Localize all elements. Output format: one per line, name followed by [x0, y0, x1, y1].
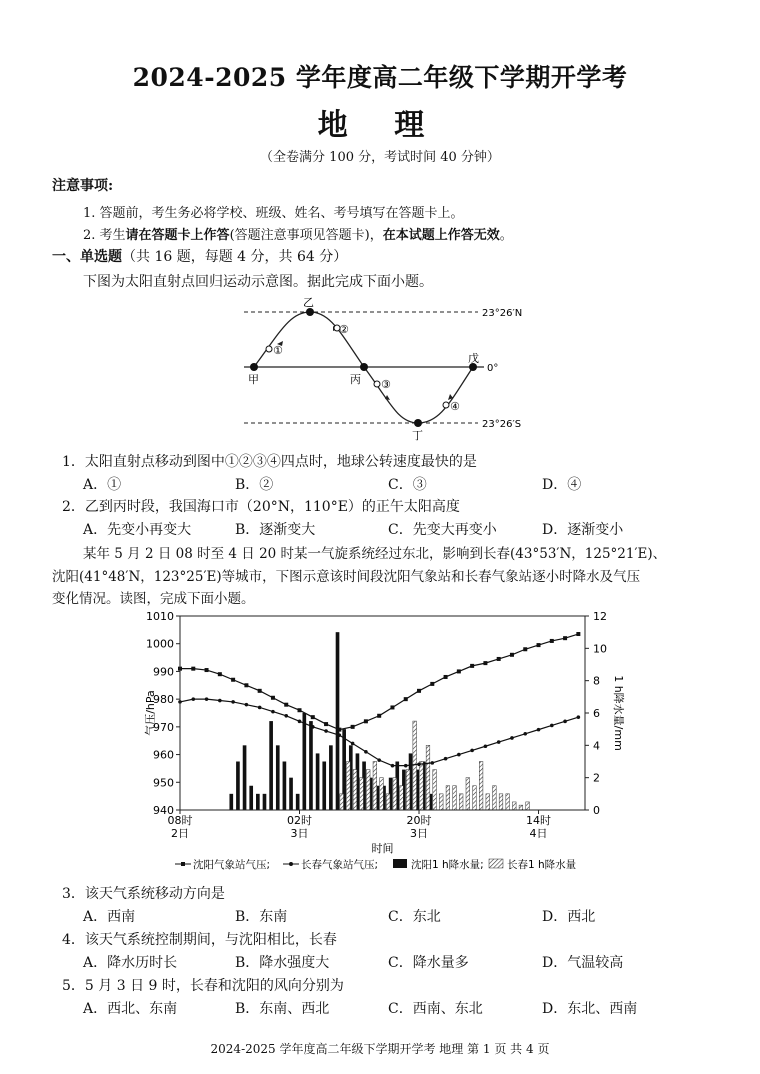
point-yi-label: 乙 [303, 296, 314, 309]
y-axis-label: 气压/hPa [144, 690, 157, 736]
changchun-precip-bars [340, 721, 530, 810]
q3-option-a: A．西南 [83, 909, 136, 925]
changchun-precip-bar [512, 802, 516, 810]
shenyang-precip-bar [316, 753, 320, 810]
y2-tick-label: 4 [593, 739, 600, 753]
x-axis-label: 时间 [371, 842, 394, 855]
q1-stem: 1．太阳直射点移动到图中①②③④四点时，地球公转速度最快的是 [62, 454, 477, 470]
bottom-latitude-label: 23°26′S [482, 419, 522, 430]
y2-tick-label: 0 [593, 804, 600, 817]
notice-item-2-end: 。 [499, 228, 513, 243]
shenyang-precip-bar [249, 786, 253, 810]
changchun-pressure-point [523, 732, 527, 736]
y2-tick-label: 6 [593, 707, 600, 720]
shenyang-pressure-point [311, 715, 315, 719]
notice-item-2-mid: (答题注意事项见答题卡)， [229, 228, 383, 243]
q4-option-b: B．降水强度大 [235, 955, 330, 971]
q4-option-a: A．降水历时长 [83, 955, 178, 971]
marker-4-dot [443, 402, 449, 408]
shenyang-precip-bar [269, 721, 273, 810]
chart-legend [175, 858, 576, 871]
y2-tick-label: 8 [593, 674, 600, 688]
shenyang-pressure-point [284, 703, 288, 707]
y2-tick-label: 2 [593, 771, 600, 785]
exam-info: （全卷满分 100 分，考试时间 40 分钟） [260, 150, 500, 165]
changchun-precip-bar [479, 762, 483, 811]
point-bing [360, 363, 368, 371]
equator-label: 0° [487, 363, 499, 374]
shenyang-pressure-point [364, 719, 368, 723]
notice-item-2-bold1: 请在答题卡上作答 [125, 228, 230, 243]
shenyang-pressure-point [497, 657, 501, 661]
q3-option-b: B．东南 [235, 909, 288, 925]
shenyang-pressure-point [191, 667, 195, 671]
q1-option-a: A．① [83, 477, 122, 493]
marker-1-dot [266, 346, 272, 352]
changchun-pressure-point [284, 714, 288, 718]
section-heading-rest: （共 16 题，每题 4 分，共 64 分） [122, 249, 348, 265]
shenyang-pressure-point [258, 689, 262, 693]
changchun-pressure-point [484, 744, 488, 748]
sun-migration-diagram [240, 292, 540, 442]
q2-option-a: A．先变小再变大 [83, 522, 192, 538]
changchun-pressure-point [497, 740, 501, 744]
notice-heading: 注意事项: [52, 178, 114, 194]
point-ding [414, 419, 422, 427]
changchun-pressure-point [271, 710, 275, 714]
shenyang-pressure-point [271, 696, 275, 700]
changchun-precip-bar [473, 786, 477, 810]
q5-option-b: B．东南、西北 [235, 1001, 330, 1017]
changchun-precip-bar [400, 786, 404, 810]
shenyang-pressure-point [390, 705, 394, 709]
x-tick-label: 08时 [167, 814, 193, 827]
changchun-pressure-point [404, 764, 408, 768]
shenyang-precip-bar [329, 745, 333, 810]
q1-option-b: B．② [235, 477, 274, 493]
changchun-pressure-point [563, 720, 567, 724]
shenyang-pressure-point [298, 708, 302, 712]
changchun-pressure-point [191, 697, 195, 701]
top-latitude-label: 23°26′N [482, 308, 523, 319]
x-tick-sublabel: 2日 [171, 827, 189, 840]
changchun-pressure-point [417, 762, 421, 766]
marker-2-label: ② [339, 323, 349, 336]
changchun-pressure-point [245, 703, 249, 707]
changchun-precip-bar [519, 805, 523, 810]
passage-line-2: 沈阳(41°48′N，123°25′E)等城市，下图示意该时间段沈阳气象站和长春气象站逐小时降水及气压 [52, 569, 641, 585]
legend-shenyang-precip-swatch [393, 859, 407, 868]
changchun-pressure-point [364, 750, 368, 754]
changchun-pressure-point [510, 736, 514, 740]
y2-tick-label: 12 [593, 610, 607, 623]
legend-shenyang-precip-label: 沈阳1 h降水量; [411, 859, 484, 871]
changchun-precip-bar [340, 794, 344, 810]
q1-option-c: C．③ [388, 477, 427, 493]
shenyang-pressure-point [244, 683, 248, 687]
legend-changchun-precip-label: 长春1 h降水量 [507, 859, 577, 871]
shenyang-precip-bar [289, 778, 293, 810]
marker-1-label: ① [273, 344, 283, 357]
passage-line-3: 变化情况。读图，完成下面小题。 [52, 591, 255, 607]
changchun-precip-bar [453, 786, 457, 810]
y-tick-label: 980 [153, 693, 174, 707]
changchun-precip-bar [380, 778, 384, 810]
x-tick-label: 20时 [406, 814, 432, 827]
changchun-precip-bar [446, 786, 450, 810]
changchun-pressure-point [351, 742, 355, 746]
shenyang-precip-bar [276, 745, 280, 810]
changchun-pressure-line [180, 699, 578, 766]
changchun-pressure-point [324, 729, 328, 733]
shenyang-pressure-point [470, 664, 474, 668]
changchun-precip-bar [459, 794, 463, 810]
y-tick-label: 940 [153, 804, 174, 817]
q5-option-d: D．东北、西南 [542, 1001, 638, 1017]
q4-option-d: D．气温较高 [542, 955, 624, 971]
shenyang-pressure-point [377, 714, 381, 718]
shenyang-precip-bars [229, 632, 432, 810]
changchun-pressure-point [338, 733, 342, 737]
changchun-pressure-point [470, 749, 474, 753]
legend-shenyang-pressure-marker [181, 862, 185, 866]
changchun-precip-bar [526, 802, 530, 810]
q3-option-d: D．西北 [542, 909, 596, 925]
x-tick-label: 02时 [287, 814, 313, 827]
point-jia-label: 甲 [248, 373, 259, 386]
chart-axes [143, 610, 626, 871]
changchun-precip-bar [433, 770, 437, 810]
shenyang-precip-bar [302, 713, 306, 810]
changchun-precip-bar [360, 778, 364, 810]
shenyang-pressure-point [523, 647, 527, 651]
changchun-precip-bar [506, 794, 510, 810]
changchun-precip-bar [493, 786, 497, 810]
shenyang-precip-bar [236, 762, 240, 811]
x-tick-label: 14时 [526, 814, 552, 827]
shenyang-precip-bar [243, 745, 247, 810]
shenyang-pressure-point [205, 668, 209, 672]
changchun-precip-bar [386, 794, 390, 810]
shenyang-pressure-point [576, 632, 580, 636]
shenyang-pressure-point [483, 661, 487, 665]
pressure-lines [178, 632, 580, 767]
changchun-precip-bar [420, 762, 424, 811]
section-intro: 下图为太阳直射点回归运动示意图。据此完成下面小题。 [83, 274, 433, 290]
legend-changchun-precip-swatch [489, 859, 503, 868]
changchun-pressure-point [377, 758, 381, 762]
shenyang-pressure-point [404, 697, 408, 701]
y2-axis-label: 1 h降水量/mm [612, 675, 625, 751]
y-tick-label: 970 [153, 720, 174, 734]
changchun-precip-bar [353, 770, 357, 810]
y-tick-label: 1010 [146, 610, 174, 623]
changchun-precip-bar [406, 770, 410, 810]
changchun-precip-bar [426, 745, 430, 810]
changchun-pressure-point [298, 720, 302, 724]
legend-shenyang-pressure-label: 沈阳气象站气压; [193, 859, 271, 871]
legend-changchun-pressure-marker [289, 862, 293, 866]
changchun-precip-bar [373, 762, 377, 811]
shenyang-precip-bar [322, 762, 326, 811]
shenyang-pressure-point [550, 639, 554, 643]
changchun-precip-bar [346, 762, 350, 811]
changchun-pressure-point [311, 725, 315, 729]
y2-tick-label: 10 [593, 642, 607, 656]
x-tick-sublabel: 3日 [410, 827, 429, 840]
shenyang-precip-bar [296, 794, 300, 810]
q1-option-d: D．④ [542, 477, 582, 493]
shenyang-pressure-point [537, 643, 541, 647]
shenyang-precip-bar [256, 794, 260, 810]
q3-stem: 3．该天气系统移动方向是 [62, 886, 225, 902]
shenyang-pressure-point [510, 653, 514, 657]
shenyang-pressure-point [430, 682, 434, 686]
q2-option-c: C．先变大再变小 [388, 522, 497, 538]
q5-option-c: C．西南、东北 [388, 1001, 483, 1017]
exam-title: 2024-2025 学年度高二年级下学期开学考 [132, 63, 628, 92]
shenyang-pressure-point [324, 722, 328, 726]
shenyang-pressure-point [351, 725, 355, 729]
y-tick-label: 960 [153, 748, 174, 762]
direction-arrows [277, 326, 453, 400]
changchun-pressure-point [391, 764, 395, 768]
changchun-pressure-point [231, 700, 235, 704]
y-tick-label: 950 [153, 776, 174, 790]
shenyang-precip-bar [309, 721, 313, 810]
changchun-precip-bar [413, 721, 417, 810]
marker-3-dot [374, 381, 380, 387]
shenyang-precip-bar [263, 794, 267, 810]
shenyang-pressure-point [457, 669, 461, 673]
changchun-precip-bar [393, 778, 397, 810]
shenyang-pressure-point [218, 672, 222, 676]
changchun-pressure-point [218, 699, 222, 703]
q2-stem: 2．乙到丙时段，我国海口市（20°N，110°E）的正午太阳高度 [62, 499, 460, 515]
notice-item-2 [83, 224, 513, 243]
shenyang-precip-bar [336, 632, 340, 810]
point-wu-label: 戊 [468, 352, 479, 365]
x-tick-sublabel: 4日 [529, 827, 548, 840]
x-tick-sublabel: 3日 [290, 827, 309, 840]
shenyang-pressure-point [444, 675, 448, 679]
section-heading-bold: 一、单选题 [52, 249, 122, 265]
q5-option-a: A．西北、东南 [83, 1001, 178, 1017]
point-ding-label: 丁 [412, 429, 423, 442]
legend-changchun-pressure-label: 长春气象站气压; [301, 859, 379, 871]
changchun-pressure-point [258, 706, 262, 710]
marker-3-label: ③ [381, 378, 391, 391]
changchun-pressure-point [577, 715, 581, 719]
q4-stem: 4．该天气系统控制期间，与沈阳相比，长春 [62, 932, 337, 948]
changchun-precip-bar [366, 770, 370, 810]
changchun-precip-bar [466, 778, 470, 810]
q2-option-d: D．逐渐变小 [542, 522, 624, 538]
changchun-pressure-point [537, 728, 541, 732]
changchun-pressure-point [457, 753, 461, 757]
marker-4-label: ④ [450, 400, 460, 413]
point-yi [306, 308, 314, 316]
changchun-pressure-point [430, 761, 434, 765]
y-tick-label: 990 [153, 665, 174, 679]
shenyang-precip-bar [283, 762, 287, 811]
notice-item-2-pre: 2. 考生 [83, 228, 126, 243]
changchun-pressure-point [550, 724, 554, 728]
notice-item-2-bold2: 在本试题上作答无效 [382, 228, 500, 243]
subject-title: 地 理 [317, 108, 443, 143]
shenyang-pressure-point [417, 689, 421, 693]
passage-line-1: 某年 5 月 2 日 08 时至 4 日 20 时某一气旋系统经过东北，影响到长春(43°53′N，125°21′E)、 [83, 546, 667, 562]
y-tick-label: 1000 [146, 637, 174, 651]
notice-item-1: 1. 答题前，考生务必将学校、班级、姓名、考号填写在答题卡上。 [83, 206, 464, 221]
section-heading [52, 246, 347, 266]
point-bing-label: 丙 [350, 373, 361, 386]
shenyang-pressure-point [563, 636, 567, 640]
changchun-pressure-point [444, 757, 448, 761]
q4-option-c: C．降水量多 [388, 955, 469, 971]
changchun-precip-bar [439, 794, 443, 810]
pressure-precipitation-chart [140, 610, 625, 878]
q5-stem: 5．5 月 3 日 9 时，长春和沈阳的风向分别为 [62, 978, 344, 994]
changchun-precip-bar [499, 794, 503, 810]
shenyang-precip-bar [229, 794, 233, 810]
changchun-pressure-point [205, 697, 209, 701]
shenyang-pressure-point [337, 728, 341, 732]
q2-option-b: B．逐渐变大 [235, 522, 316, 538]
point-jia [250, 363, 258, 371]
page-footer: 2024-2025 学年度高二年级下学期开学考 地理 第 1 页 共 4 页 [210, 1042, 550, 1056]
q3-option-c: C．东北 [388, 909, 441, 925]
changchun-precip-bar [486, 794, 490, 810]
shenyang-pressure-point [231, 678, 235, 682]
